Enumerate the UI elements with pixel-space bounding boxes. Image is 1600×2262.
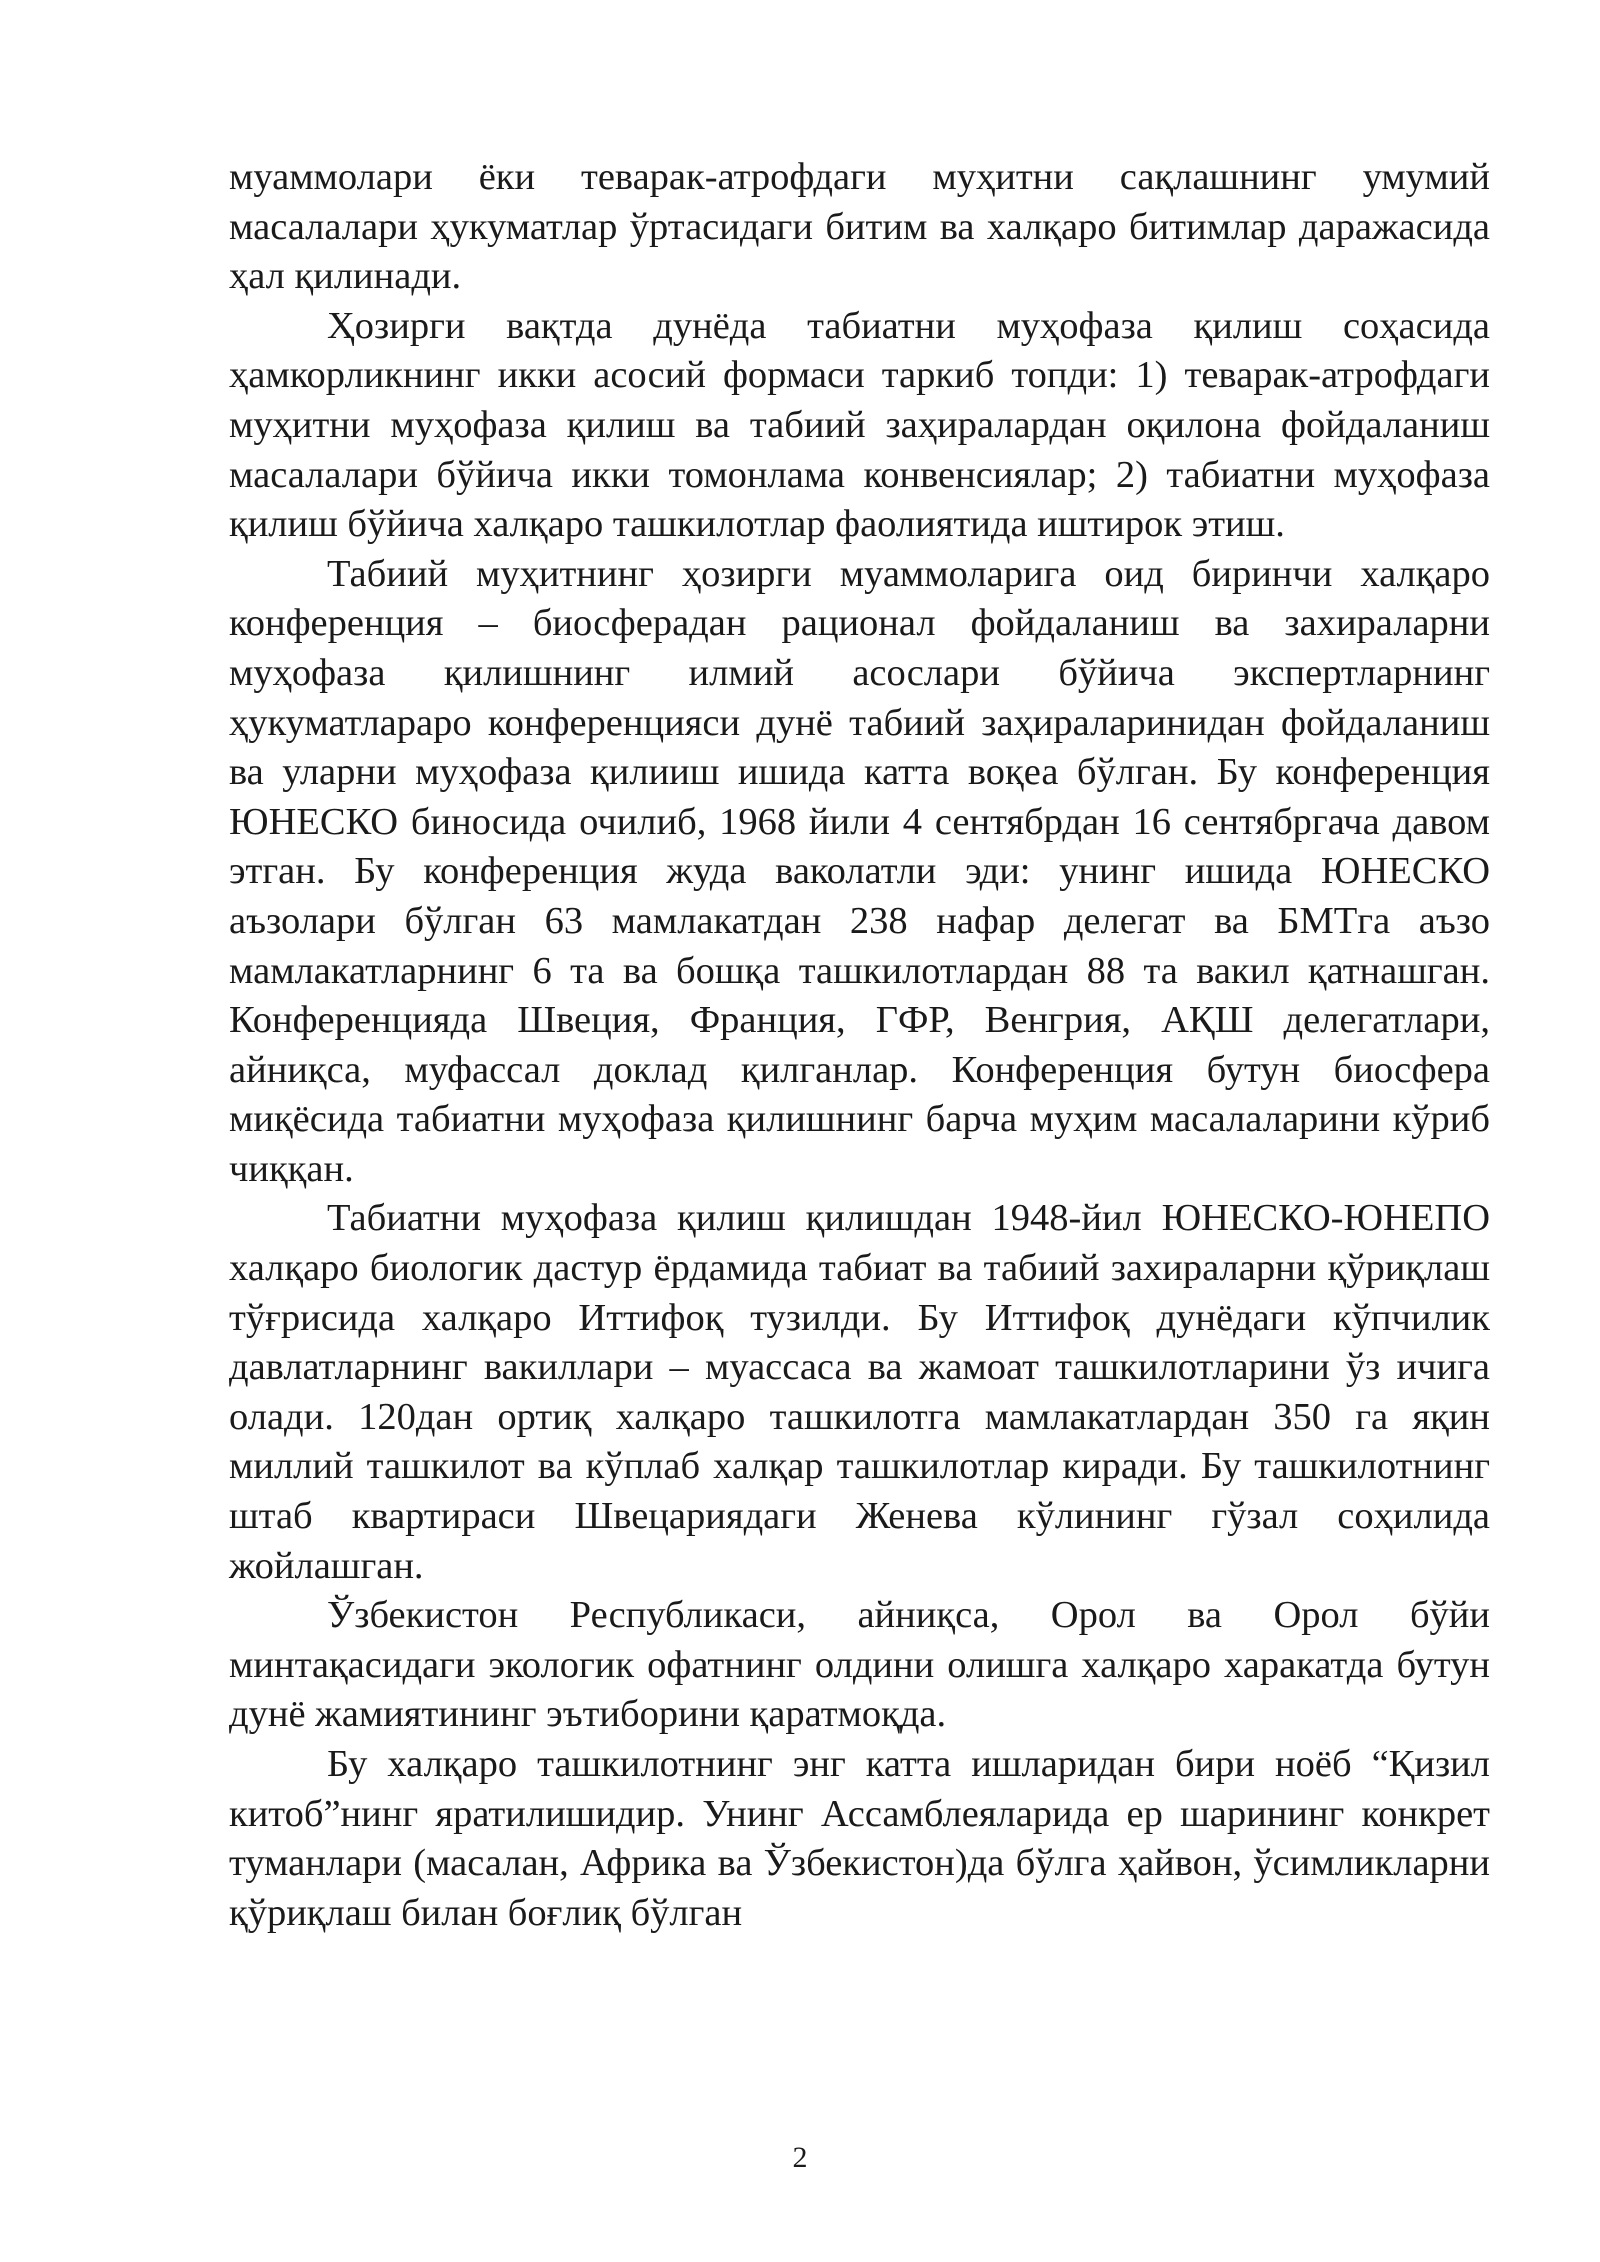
paragraph: Табиий муҳитнинг ҳозирги муаммоларига оид биринчи халқаро конференция – биосферадан рационал фойдаланиш ва захираларни муҳофаза қилишнинг илмий асослари бўйича экспертларнинг ҳукуматлараро конференцияси дунё табиий заҳираларинидан фойдаланиш ва уларни муҳофаза қилииш ишида катта воқеа бўлган. Бу конференция ЮНЕСКО биносида очилиб, 1968 йили 4 сентябрдан 16 сентябргача давом этган. Бу конференция жуда ваколатли эди: унинг ишида ЮНЕСКО аъзолари бўлган 63 мамлакатдан 238 нафар делегат ва БМТга аъзо мамлакатларнинг 6 та ва бошқа ташкилотлардан 88 та вакил қатнашган. Конференцияда Швеция, Франция, ГФР, Венгрия, АҚШ делегатлари, айниқса, муфассал доклад қилганлар. Конференция бутун биосфера миқёсида табиатни муҳофаза қилишнинг барча муҳим масалаларини кўриб чиққан.	[229, 552, 1490, 1190]
body-text	[229, 153, 1490, 1938]
paragraph: муаммолари ёки теварак-атрофдаги муҳитни сақлашнинг умумий масалалари ҳукуматлар ўртасидаги битим ва халқаро битимлар даражасида ҳал қилинади.	[229, 156, 1490, 298]
page-number: 2	[792, 2141, 808, 2174]
paragraph: Табиатни муҳофаза қилиш қилишдан 1948-йил ЮНЕСКО-ЮНЕПО халқаро биологик дастур ёрдамида табиат ва табиий захираларни қўриқлаш тўғрисида халқаро Иттифоқ тузилди. Бу Иттифоқ дунёдаги кўпчилик давлатларнинг вакиллари – муассаса ва жамоат ташкилотларини ўз ичига олади. 120дан ортиқ халқаро ташкилотга мамлакатлардан 350 га яқин миллий ташкилот ва кўплаб халқар ташкилотлар киради. Бу ташкилотнинг штаб квартираси Швецариядаги Женева кўлининг гўзал соҳилида жойлашган.	[229, 1197, 1490, 1587]
paragraph: Бу халқаро ташкилотнинг энг катта ишларидан бири ноёб “Қизил китоб”нинг яратилишидир. Унинг Ассамблеяларида ер шарининг конкрет туманлари (масалан, Африка ва Ўзбекистон)да бўлга ҳайвон, ўсимликларни қўриқлаш билан боғлиқ бўлган	[229, 1743, 1490, 1934]
paragraph: Ўзбекистон Республикаси, айниқса, Орол ва Орол бўйи минтақасидаги экологик офатнинг олдини олишга халқаро харакатда бутун дунё жамиятининг эътиборини қаратмоқда.	[229, 1594, 1490, 1736]
paragraph: Ҳозирги вақтда дунёда табиатни муҳофаза қилиш соҳасида ҳамкорликнинг икки асосий формаси таркиб топди: 1) теварак-атрофдаги муҳитни муҳофаза қилиш ва табиий заҳиралардан оқилона фойдаланиш масалалари бўйича икки томонлама конвенсиялар; 2) табиатни муҳофаза қилиш бўйича халқаро ташкилотлар фаолиятида иштирок этиш.	[229, 304, 1490, 546]
